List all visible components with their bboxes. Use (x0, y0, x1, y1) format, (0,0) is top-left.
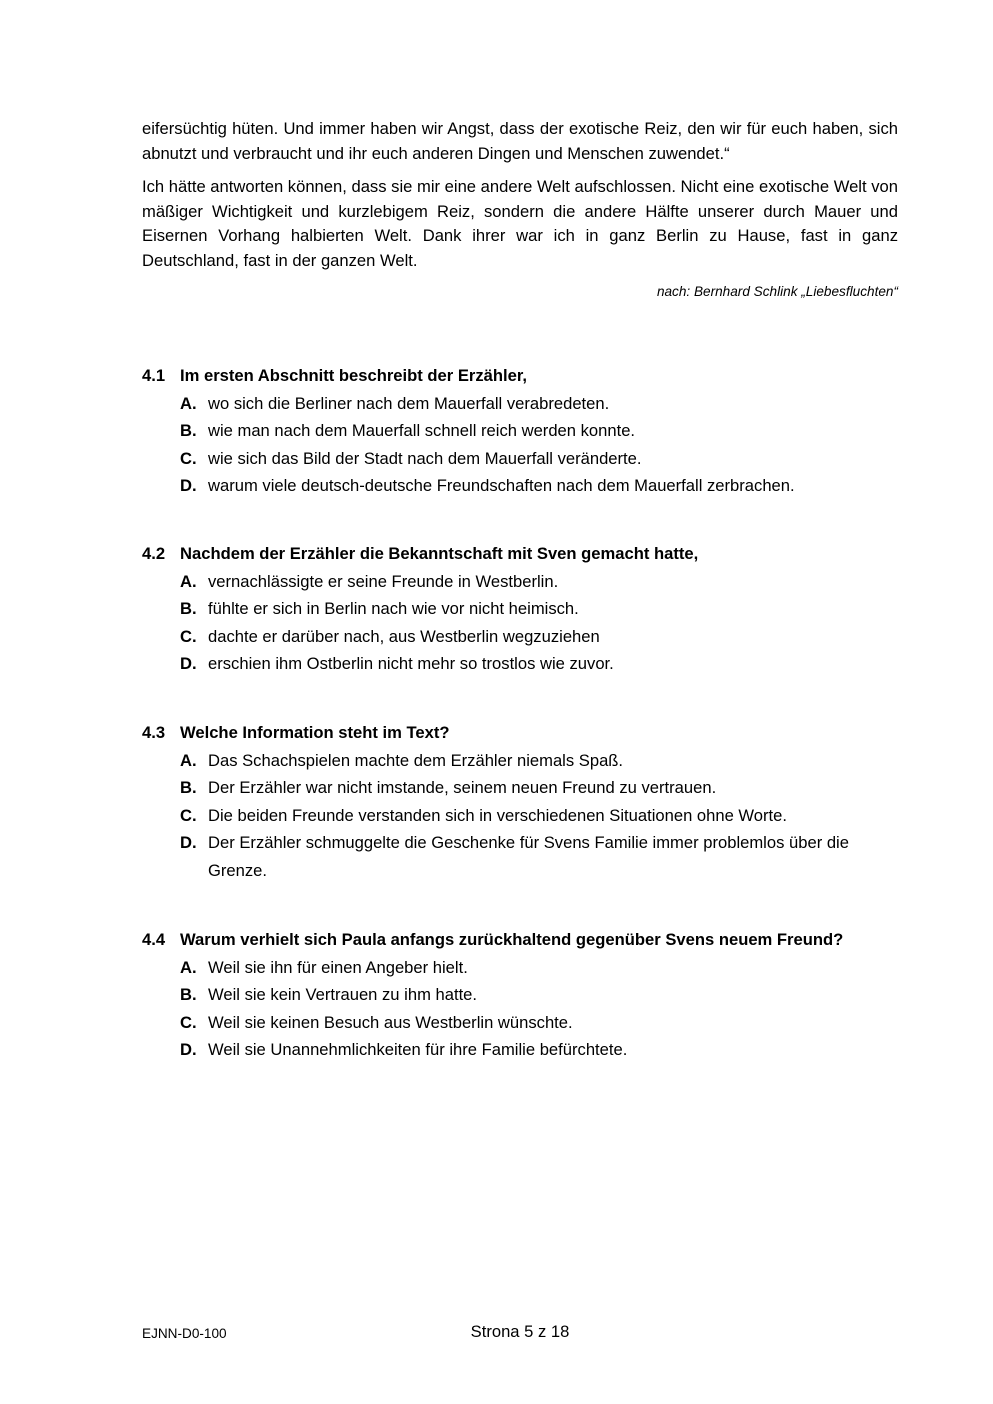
question-header (142, 719, 902, 747)
text-source-citation: nach: Bernhard Schlink „Liebesfluchten“ (656, 284, 898, 299)
answer-option-d (180, 650, 902, 678)
answer-option-a (180, 954, 902, 982)
question-4-3 (142, 719, 902, 884)
answer-option-c (180, 802, 902, 830)
answer-option-b (180, 981, 902, 1009)
option-text: wie sich das Bild der Stadt nach dem Mauerfall veränderte. (208, 448, 642, 468)
answer-option-b (180, 595, 902, 623)
question-header (142, 540, 902, 568)
question-number: 4.4 (142, 930, 166, 949)
option-text: Das Schachspielen machte dem Erzähler niemals Spaß. (208, 750, 624, 770)
answer-option-a (180, 390, 902, 418)
option-text: Die beiden Freunde verstanden sich in verschiedenen Situationen ohne Worte. (208, 805, 787, 825)
answer-option-a (180, 568, 902, 596)
question-number: 4.3 (142, 723, 166, 742)
question-header (142, 362, 902, 390)
option-text: Weil sie keinen Besuch aus Westberlin wünschte. (208, 1012, 573, 1032)
option-text: vernachlässigte er seine Freunde in Westberlin. (208, 571, 559, 591)
answer-option-c (180, 1009, 902, 1037)
answer-options (180, 390, 902, 500)
answer-options (180, 747, 902, 885)
question-4-2 (142, 540, 902, 678)
exam-code: EJNN-D0-100 (142, 1326, 227, 1341)
question-prompt: Welche Information steht im Text? (180, 723, 450, 742)
option-letter: A. (180, 571, 197, 591)
answer-option-b (180, 417, 902, 445)
answer-options (180, 954, 902, 1064)
option-letter: D. (180, 1040, 197, 1059)
page-number: Strona 5 z 18 (470, 1322, 570, 1341)
option-text: Der Erzähler war nicht imstande, seinem neuen Freund zu vertrauen. (208, 778, 717, 797)
answer-option-b (180, 774, 902, 802)
question-4-1 (142, 362, 902, 500)
option-letter: A. (180, 393, 197, 413)
option-text: Der Erzähler schmuggelte die Geschenke für Svens Familie immer problemlos über die Grenze. (208, 833, 849, 880)
paragraph-text: eifersüchtig hüten. Und immer haben wir Angst, dass der exotische Reiz, den wir für euch haben, sich abnutzt und verbraucht und ihr euch anderen Dingen und Menschen zuwendet.“ (142, 119, 898, 163)
reading-text-paragraph (142, 117, 898, 166)
option-letter: A. (180, 957, 197, 977)
option-text: Weil sie Unannehmlichkeiten für ihre Familie befürchtete. (208, 1040, 628, 1059)
reading-text-paragraph (142, 175, 898, 273)
option-text: fühlte er sich in Berlin nach wie vor nicht heimisch. (208, 599, 579, 618)
answer-option-c (180, 623, 902, 651)
option-letter: C. (180, 626, 197, 646)
option-text: Weil sie kein Vertrauen zu ihm hatte. (208, 985, 478, 1004)
option-letter: D. (180, 654, 197, 673)
answer-option-a (180, 747, 902, 775)
answer-option-d (180, 472, 902, 500)
question-number: 4.1 (142, 366, 166, 385)
question-number: 4.2 (142, 544, 166, 563)
answer-option-d (180, 1036, 902, 1064)
answer-option-d (180, 829, 902, 884)
option-text: dachte er darüber nach, aus Westberlin wegzuziehen (208, 626, 600, 646)
option-letter: B. (180, 985, 197, 1004)
answer-option-c (180, 445, 902, 473)
option-text: warum viele deutsch-deutsche Freundschaften nach dem Mauerfall zerbrachen. (208, 476, 795, 495)
option-letter: C. (180, 448, 197, 468)
option-text: wo sich die Berliner nach dem Mauerfall verabredeten. (208, 393, 610, 413)
option-letter: A. (180, 750, 197, 770)
option-letter: C. (180, 1012, 197, 1032)
question-prompt: Warum verhielt sich Paula anfangs zurückhaltend gegenüber Svens neuem Freund? (180, 930, 844, 949)
option-letter: B. (180, 599, 197, 618)
answer-options (180, 568, 902, 678)
question-prompt: Im ersten Abschnitt beschreibt der Erzähler, (180, 366, 528, 385)
paragraph-text: Ich hätte antworten können, dass sie mir eine andere Welt aufschlossen. Nicht eine exotische Welt von mäßiger Wichtigkeit und kurzlebigem Reiz, sondern die andere Hälfte unserer durch Mauer und Eisernen Vorhang halbierten Welt. Dank ihrer war ich in ganz Berlin zu Hause, fast in ganz Deutschland, fast in der ganzen Welt. (142, 177, 898, 270)
question-prompt: Nachdem der Erzähler die Bekanntschaft mit Sven gemacht hatte, (180, 544, 699, 563)
option-text: erschien ihm Ostberlin nicht mehr so trostlos wie zuvor. (208, 654, 614, 673)
option-letter: C. (180, 805, 197, 825)
option-letter: B. (180, 778, 197, 797)
question-4-4 (142, 926, 902, 1064)
option-letter: B. (180, 421, 197, 440)
option-text: wie man nach dem Mauerfall schnell reich werden konnte. (208, 421, 636, 440)
question-header (142, 926, 902, 954)
option-letter: D. (180, 476, 197, 495)
option-text: Weil sie ihn für einen Angeber hielt. (208, 957, 468, 977)
option-letter: D. (180, 833, 197, 852)
